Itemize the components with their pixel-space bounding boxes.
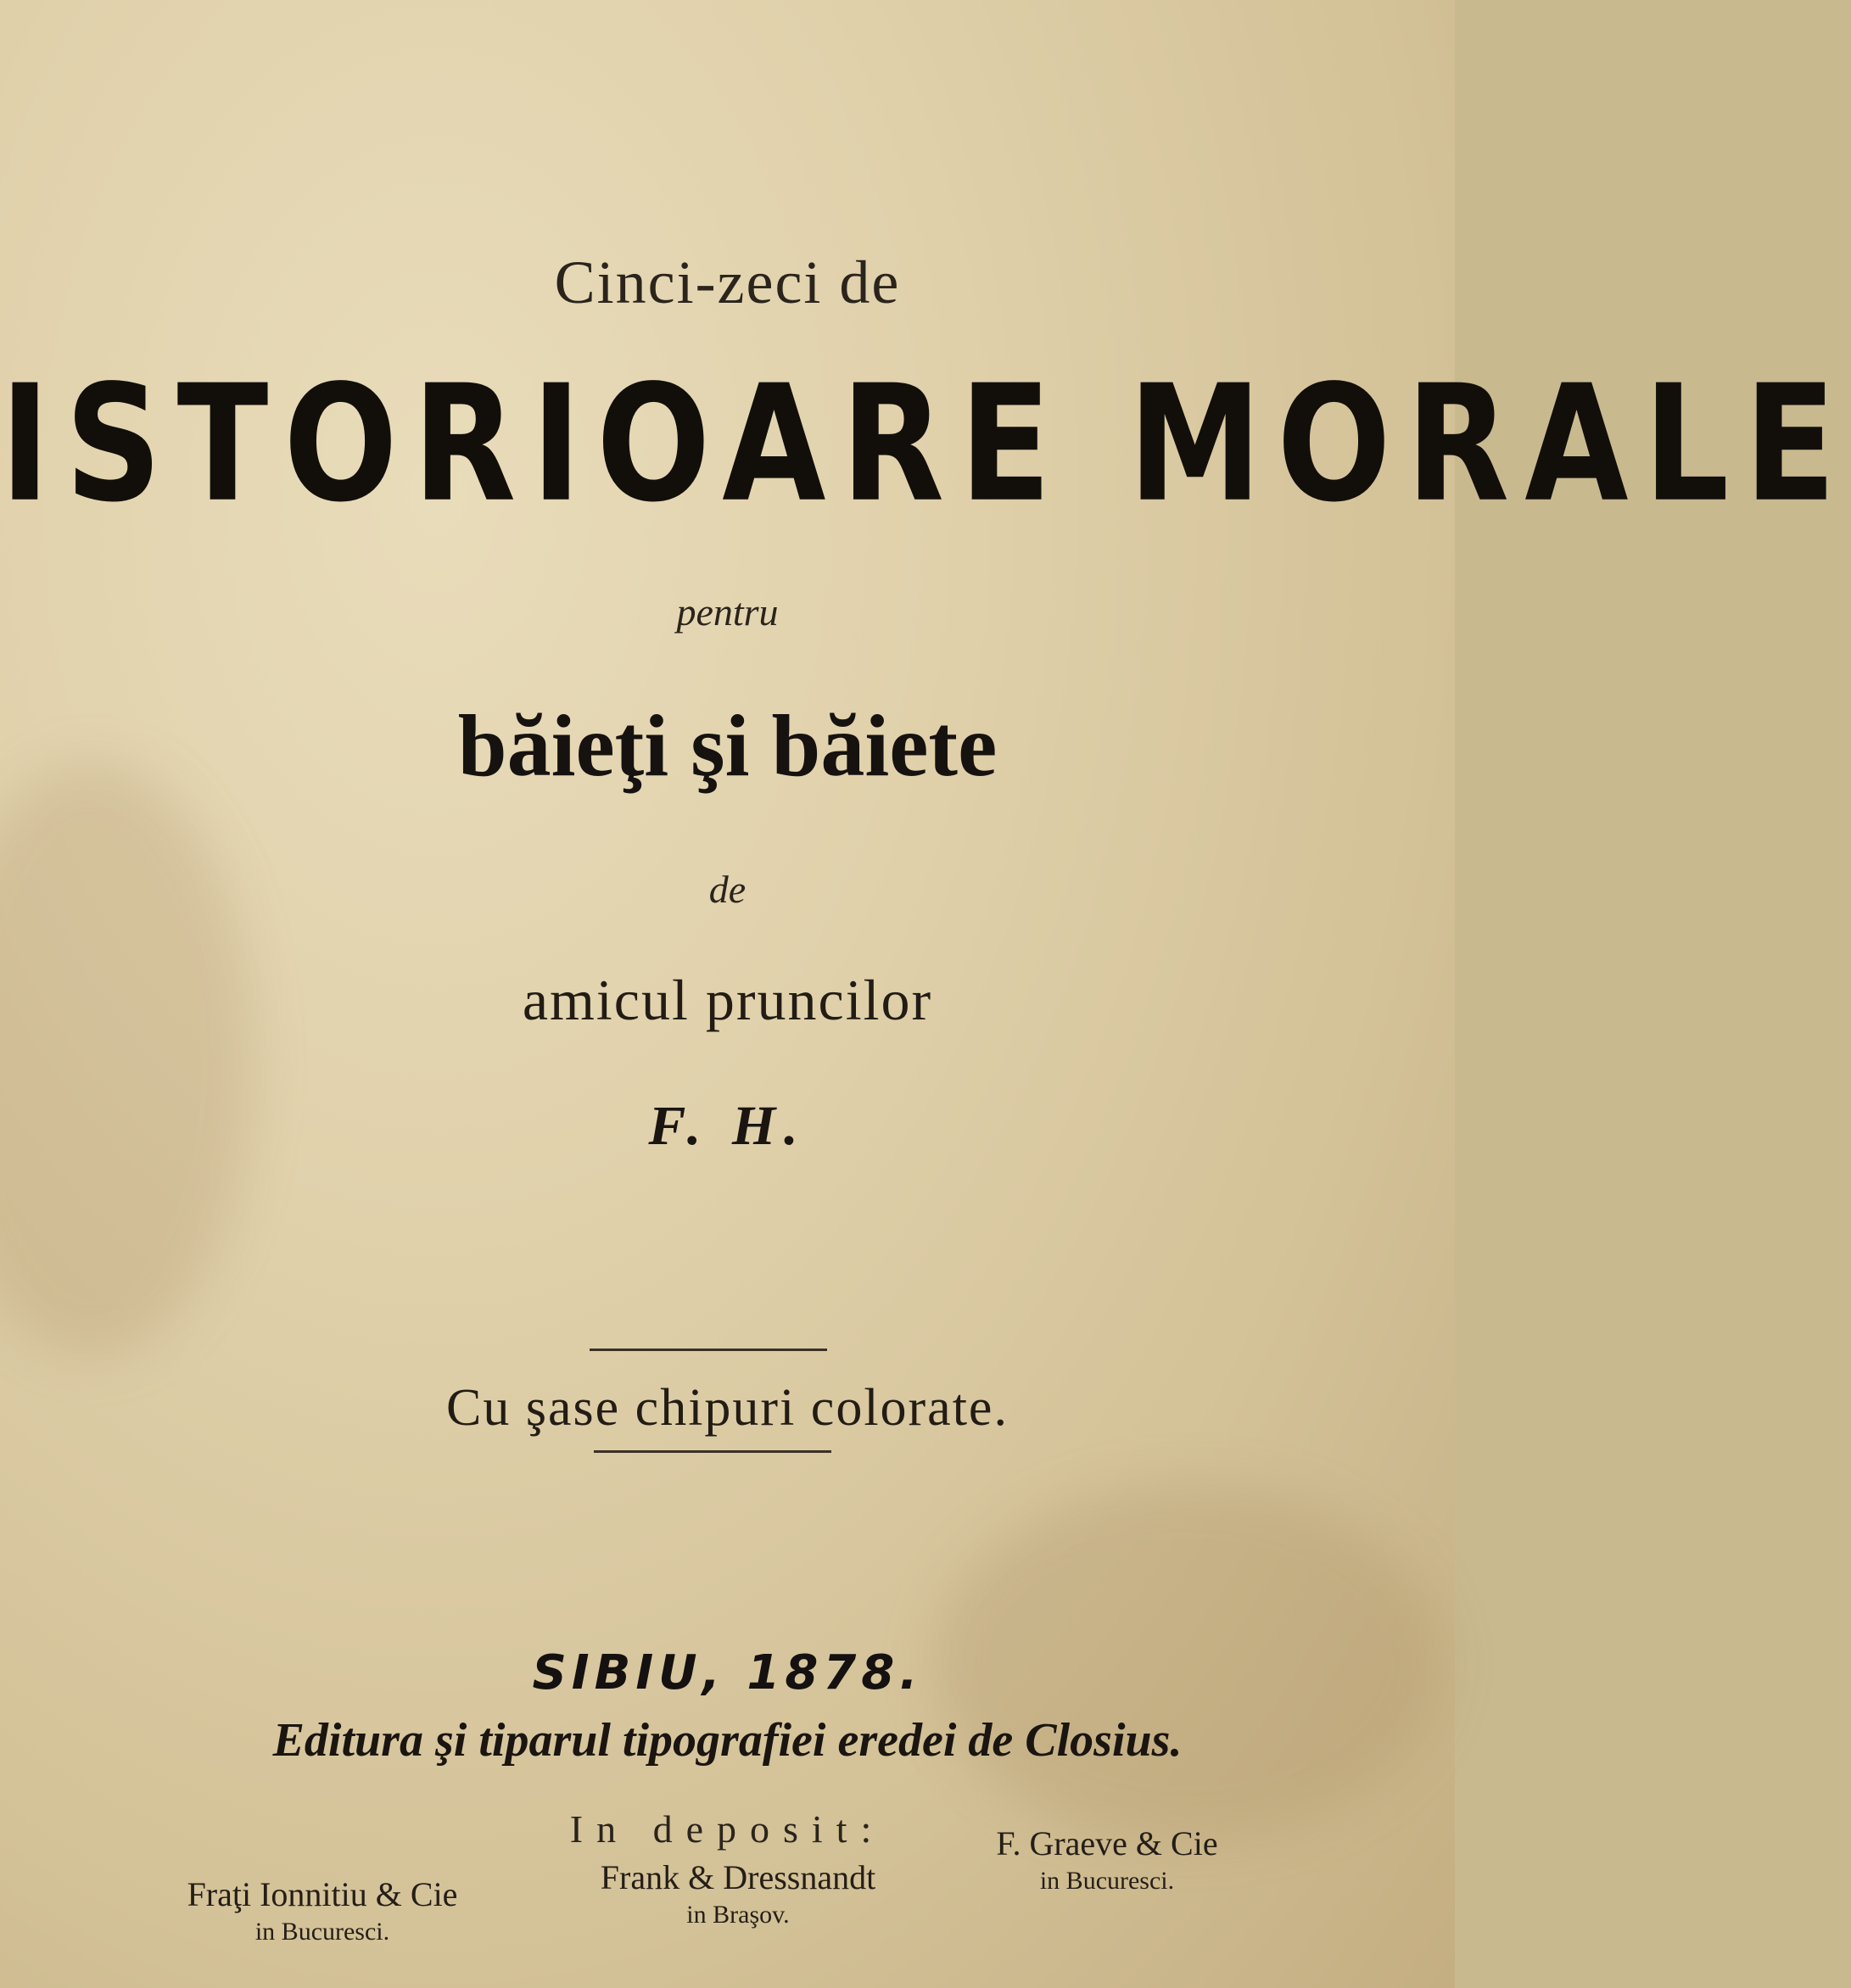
divider-top <box>590 1349 827 1351</box>
distributor-name: Fraţi Ionnitiu & Cie <box>187 1875 458 1913</box>
distributor-name: F. Graeve & Cie <box>996 1824 1218 1862</box>
distributor-name: Frank & Dressnandt <box>600 1858 876 1896</box>
connector-pentru: pentru <box>676 590 779 634</box>
divider-bottom <box>594 1450 831 1453</box>
place-year: SIBIU, 1878. <box>532 1645 923 1700</box>
paper-stain <box>0 763 254 1357</box>
distributor-place: in Bucuresci. <box>1039 1867 1175 1895</box>
author-description: amicul pruncilor <box>522 968 933 1032</box>
distributor-1 <box>144 1874 500 1946</box>
deposit-heading: In deposit: <box>569 1807 886 1851</box>
intro-line: Cinci-zeci de <box>554 248 901 316</box>
distributor-2 <box>560 1857 916 1929</box>
distributor-place: in Bucuresci. <box>254 1918 390 1946</box>
publisher-line: Editura şi tiparul tipografiei eredei de Closius. <box>272 1714 1183 1767</box>
author-initials: F. H. <box>648 1095 807 1157</box>
audience-line: băieţi şi băiete <box>457 697 998 795</box>
main-title: ISTORIOARE MORALE <box>0 350 1851 539</box>
distributor-3 <box>950 1823 1264 1896</box>
distributor-place: in Braşov. <box>686 1901 790 1929</box>
illustrations-note: Cu şase chipuri colorate. <box>446 1379 1009 1437</box>
connector-de: de <box>708 868 747 911</box>
